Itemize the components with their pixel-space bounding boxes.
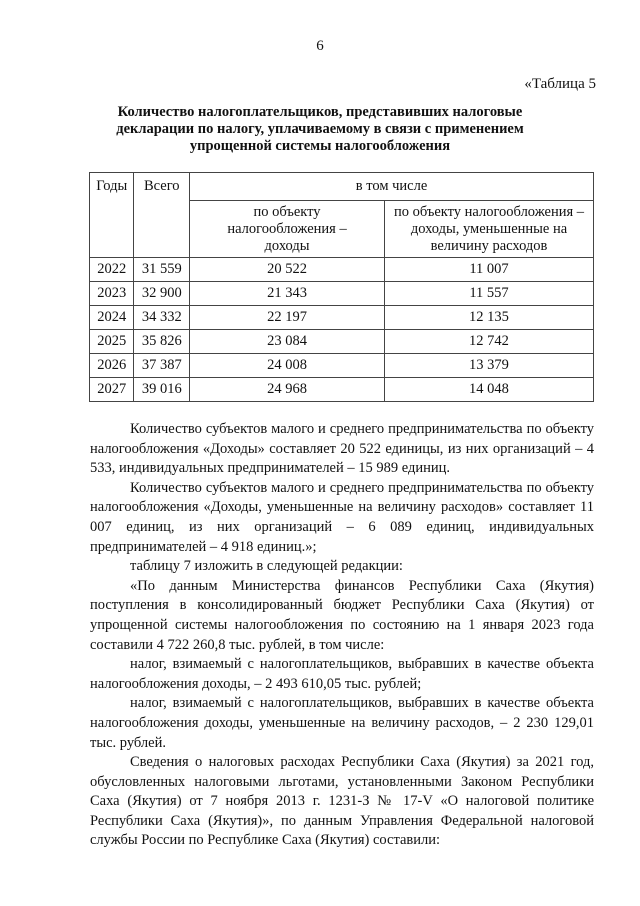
cell-income: 21 343 — [190, 282, 385, 306]
table-reference: «Таблица 5 — [524, 76, 596, 92]
cell-income: 22 197 — [190, 306, 385, 330]
cell-year: 2025 — [90, 330, 134, 354]
header-total: Всего — [134, 173, 190, 258]
cell-total: 34 332 — [134, 306, 190, 330]
cell-income: 24 008 — [190, 354, 385, 378]
table-row — [90, 282, 594, 306]
cell-year: 2027 — [90, 378, 134, 402]
table-row — [90, 306, 594, 330]
table-row — [90, 378, 594, 402]
paragraph-budget-revenue: «По данным Министерства финансов Республики Саха (Якутия) поступления в консолидированный бюджет Республики Саха (Якутия) от упрощенной системы налогообложения по состоянию на 1 января 2023 года составили 4 722 260,8 тыс. рублей, в том числе: — [90, 577, 594, 653]
table-row — [90, 330, 594, 354]
table-title: Количество налогоплательщиков, представивших налоговые декларации по налогу, уплачиваемому в связи с применением упрощенной системы налогообложения — [116, 104, 524, 154]
cell-income: 24 968 — [190, 378, 385, 402]
cell-income: 23 084 — [190, 330, 385, 354]
cell-year: 2022 — [90, 258, 134, 282]
header-year: Годы — [90, 173, 134, 258]
taxpayers-table — [89, 172, 594, 402]
header-income-minus-expenses: по объекту налогообложения – доходы, уменьшенные на величину расходов — [384, 201, 593, 258]
table-row — [90, 354, 594, 378]
paragraph-tax-income-minus-expenses: налог, взимаемый с налогоплательщиков, выбравших в качестве объекта налогообложения доходы, уменьшенные на величину расходов, – 2 230 129,01 тыс. рублей. — [90, 695, 594, 751]
cell-total: 35 826 — [134, 330, 190, 354]
paragraph-income-count: Количество субъектов малого и среднего предпринимательства по объекту налогообложения «Доходы» составляет 20 522 единицы, из них организаций – 4 533, индивидуальных предпринимателей – 15 989 единиц. — [90, 421, 594, 477]
paragraph-tax-expenditures: Сведения о налоговых расходах Республики Саха (Якутия) за 2021 год, обусловленных налоговыми льготами, установленными Законом Республики Саха (Якутия) от 7 ноября 2013 г. 1231-З № 17-V «О налоговой политике Республики Саха (Якутия)», по данным Управления Федеральной налоговой службы России по Республике Саха (Якутия) составили: — [90, 754, 594, 849]
cell-year: 2023 — [90, 282, 134, 306]
page-number: 6 — [316, 38, 324, 54]
paragraph-table7-intro: таблицу 7 изложить в следующей редакции: — [130, 558, 403, 575]
cell-income-minus-expenses: 12 742 — [384, 330, 593, 354]
cell-income-minus-expenses: 12 135 — [384, 306, 593, 330]
cell-year: 2026 — [90, 354, 134, 378]
cell-total: 31 559 — [134, 258, 190, 282]
cell-total: 32 900 — [134, 282, 190, 306]
header-income: по объекту налогообложения – доходы — [190, 201, 385, 258]
body-text — [90, 420, 594, 851]
paragraph-tax-income: налог, взимаемый с налогоплательщиков, выбравших в качестве объекта налогообложения доходы, – 2 493 610,05 тыс. рублей; — [90, 656, 594, 692]
cell-income-minus-expenses: 13 379 — [384, 354, 593, 378]
cell-income-minus-expenses: 11 557 — [384, 282, 593, 306]
cell-total: 37 387 — [134, 354, 190, 378]
header-including: в том числе — [190, 173, 594, 201]
cell-total: 39 016 — [134, 378, 190, 402]
cell-income-minus-expenses: 14 048 — [384, 378, 593, 402]
cell-income: 20 522 — [190, 258, 385, 282]
cell-income-minus-expenses: 11 007 — [384, 258, 593, 282]
table-row — [90, 258, 594, 282]
paragraph-income-expenses-count: Количество субъектов малого и среднего предпринимательства по объекту налогообложения «Доходы, уменьшенные на величину расходов» составляет 11 007 единиц, из них организаций – 6 089 единиц, индивидуальных предпринимателей – 4 918 единиц.»; — [90, 479, 594, 555]
cell-year: 2024 — [90, 306, 134, 330]
